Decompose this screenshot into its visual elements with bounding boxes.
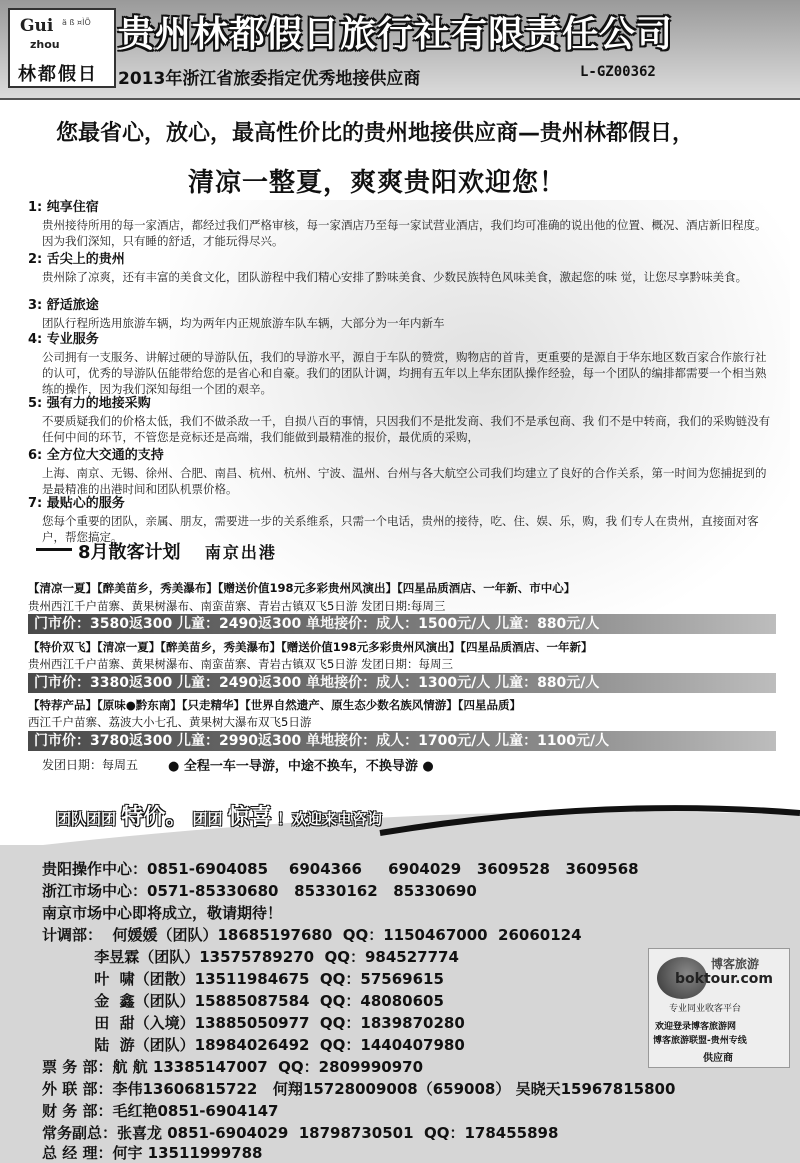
plan-heading bbox=[78, 538, 277, 564]
contact-line: 常务副总：张喜龙 0851-6904029 18798730501 QQ：178455898 bbox=[42, 1124, 559, 1142]
route-3-desc: 西江千户苗寨、荔波大小七孔、黄果树大瀑布双飞5日游 bbox=[28, 715, 312, 729]
slogan-line-2: 清凉一整夏，爽爽贵阳欢迎您！ bbox=[188, 168, 567, 198]
logo-text-zhou: zhou bbox=[30, 38, 60, 51]
company-logo bbox=[8, 8, 116, 88]
contact-line: 浙江市场中心：0571-85330680 85330162 85330690 bbox=[42, 882, 477, 900]
section-title: 2: 舌尖上的贵州 bbox=[28, 252, 125, 267]
route-2-price: 门市价：3380返300 儿童：2490返300 单地接价：成人：1300元/人 儿童：880元/人 bbox=[28, 673, 776, 693]
logo-text-gui: Gui bbox=[20, 16, 54, 36]
section-body: 不要质疑我们的价格太低，我们不做杀敌一千，自损八百的事情，只因我们不是批发商、我们不是承包商、我 们不是中转商，我们的采购链没有任何中间的环节，不管您是竞标还是高端，我们能做到最精准的报价，最优质的采购， bbox=[42, 414, 771, 444]
contact-line: 叶 啸（团散）13511984675 QQ：57569615 bbox=[42, 970, 444, 988]
section-6 bbox=[28, 444, 773, 497]
route-2-desc: 贵州西江千户苗寨、黄果树瀑布、南蛮苗寨、青岩古镇双飞5日游 发团日期：每周三 bbox=[28, 657, 453, 671]
plan-title: 8月散客计划 bbox=[78, 542, 181, 563]
badge-line-1: 欢迎登录博客旅游网 bbox=[655, 1022, 737, 1032]
section-4 bbox=[28, 328, 773, 397]
route-2-tags: 【特价双飞】【清凉一夏】【醉美苗乡，秀美瀑布】【赠送价值198元多彩贵州风演出】【四星品质酒店、一年新】 bbox=[28, 640, 593, 654]
header-subtitle: 2013年浙江省旅委指定优秀地接供应商 bbox=[118, 69, 421, 89]
promo-d: 惊喜 bbox=[227, 804, 272, 830]
route-1-price: 门市价：3580返300 儿童：2490返300 单地接价：成人：1500元/人 儿童：880元/人 bbox=[28, 614, 776, 634]
boktour-badge bbox=[648, 948, 790, 1068]
section-body: 上海、南京、无锡、徐州、合肥、南昌、杭州、杭州、宁波、温州、台州与各大航空公司我们均建立了良好的合作关系，第一时间为您捕捉到的是最精准的出港时间和团队机票价格。 bbox=[42, 466, 767, 496]
route-1-desc: 贵州西江千户苗寨、黄果树瀑布、南蛮苗寨、青岩古镇双飞5日游 发团日期:每周三 bbox=[28, 599, 446, 613]
contact-line: 南京市场中心即将成立，敬请期待！ bbox=[42, 904, 283, 922]
guide-note: ● 全程一车一导游，中途不换车，不换导游 ● bbox=[168, 759, 434, 774]
badge-brand: 博客旅游 bbox=[711, 957, 760, 971]
section-3 bbox=[28, 294, 773, 331]
promo-b: 特价。 bbox=[121, 804, 188, 830]
section-title: 5: 强有力的地接采购 bbox=[28, 396, 151, 411]
section-body: 您每个重要的团队，亲属、朋友，需要进一步的关系维系，只需一个电话，贵州的接待，吃、住、娱、乐，购，我 们专人在贵州，直接面对客户，帮您搞定。 bbox=[42, 514, 759, 544]
section-body: 团队行程所选用旅游车辆，均为两年内正规旅游车队车辆，大部分为一年内新车 bbox=[42, 316, 445, 330]
contact-line: 田 甜（入境）13885050977 QQ：1839870280 bbox=[42, 1014, 465, 1032]
company-name: 贵州林都假日旅行社有限责任公司 bbox=[118, 14, 674, 55]
plan-dash bbox=[36, 548, 72, 551]
promo-banner bbox=[56, 800, 382, 831]
contact-line: 外 联 部：李伟13606815722 何翔15728009008（659008） 吴晓天15967815800 bbox=[42, 1080, 676, 1098]
contact-line: 陆 游（团队）18984026492 QQ：1440407980 bbox=[42, 1036, 465, 1054]
section-title: 7: 最贴心的服务 bbox=[28, 496, 125, 511]
logo-text-small: ä ß ¤ÌÕ bbox=[62, 18, 91, 27]
contact-line: 票 务 部：航 航 13385147007 QQ：2809990970 bbox=[42, 1058, 424, 1076]
header-banner bbox=[0, 0, 800, 100]
license-number: L-GZ00362 bbox=[580, 64, 656, 80]
badge-line-3: 供应商 bbox=[703, 1053, 733, 1064]
promo-a: 团队团团 bbox=[56, 810, 117, 828]
logo-text-cn: 林都假日 bbox=[18, 64, 98, 85]
section-title: 6: 全方位大交通的支持 bbox=[28, 448, 164, 463]
promo-e: ！欢迎来电咨询 bbox=[277, 810, 383, 828]
contact-line: 财 务 部：毛红艳0851-6904147 bbox=[42, 1102, 279, 1120]
depart-date: 发团日期：每周五 bbox=[42, 758, 139, 772]
contact-line: 总 经 理：何宇 13511999788 bbox=[42, 1144, 263, 1162]
section-5 bbox=[28, 392, 773, 445]
contact-line: 贵阳操作中心：0851-6904085 6904366 6904029 3609528 3609568 bbox=[42, 860, 639, 878]
section-body: 公司拥有一支服务、讲解过硬的导游队伍，我们的导游水平，源自于车队的赞赏，购物店的首肯，更重要的是源自于华东地区数百家合作旅行社的认可，优秀的导游队伍能带给您的是省心和自豪。我们的团队计调，均拥有五年以上华东团队操作经验，每一个团队的编排都需要一个相当熟练的操作，因为我们深知每组一个团的艰辛。 bbox=[42, 350, 767, 396]
route-3-tags: 【特荐产品】【原味●黔东南】【只走精华】【世界自然遗产、原生态少数名族风情游】【四星品质】 bbox=[28, 698, 522, 712]
section-2 bbox=[28, 248, 773, 285]
badge-line-2: 博客旅游联盟-贵州专线 bbox=[653, 1036, 747, 1046]
section-title: 1: 纯享住宿 bbox=[28, 200, 99, 215]
section-1 bbox=[28, 196, 773, 249]
route-1-tags: 【清凉一夏】【醉美苗乡，秀美瀑布】【赠送价值198元多彩贵州风演出】【四星品质酒店、一年新、市中心】 bbox=[28, 581, 576, 595]
slogan-line-1: 您最省心，放心，最高性价比的贵州地接供应商—贵州林都假日， bbox=[56, 121, 695, 146]
promo-c: 团团 bbox=[192, 810, 223, 828]
contact-line: 李昱霖（团队）13575789270 QQ：984527774 bbox=[42, 948, 459, 966]
section-body: 贵州接待所用的每一家酒店，都经过我们严格审核，每一家酒店乃至每一家试营业酒店，我们均可准确的说出他的位置、概况、酒店新旧程度。因为我们深知，只有睡的舒适，才能玩得尽兴。 bbox=[42, 218, 767, 248]
section-title: 3: 舒适旅途 bbox=[28, 298, 99, 313]
badge-domain: boktour.com bbox=[675, 971, 773, 987]
contact-line: 计调部： 何媛媛（团队）18685197680 QQ：1150467000 26060124 bbox=[42, 926, 582, 944]
section-title: 4: 专业服务 bbox=[28, 332, 99, 347]
plan-port: 南京出港 bbox=[204, 543, 277, 562]
route-3-price: 门市价：3780返300 儿童：2990返300 单地接价：成人：1700元/人 儿童：1100元/人 bbox=[28, 731, 776, 751]
badge-slogan: 专业同业收客平台 bbox=[669, 1004, 742, 1014]
section-body: 贵州除了凉爽，还有丰富的美食文化，团队游程中我们精心安排了黔味美食、少数民族特色风味美食，激起您的味 觉，让您尽享黔味美食。 bbox=[42, 270, 748, 284]
contact-line: 金 鑫（团队）15885087584 QQ：48080605 bbox=[42, 992, 444, 1010]
